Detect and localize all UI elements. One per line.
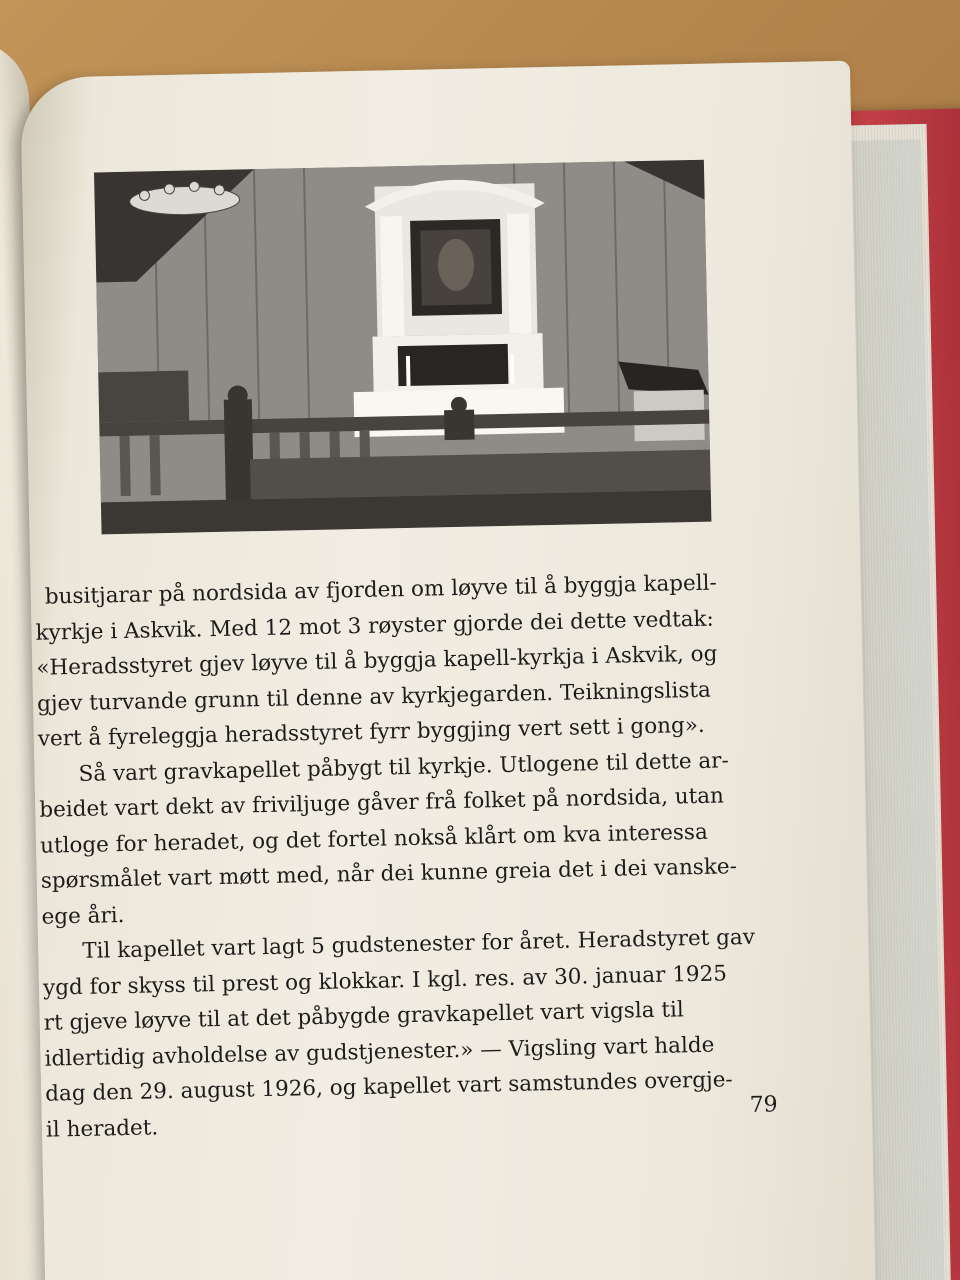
text-line: busitjarar på nordsida av fjorden om løyve til å byggja kapell- [44, 570, 718, 610]
text-line: il heradet. [45, 1114, 159, 1143]
text-line: Så vart gravkapellet påbygt til kyrkje. Utlogene til dette ar- [78, 747, 729, 787]
text-line: kyrkje i Askvik. Med 12 mot 3 røyster gjorde dei dette vedtak: [35, 606, 715, 646]
text-line: utloge for heradet, og det fortel nokså klårt om kva interessa [39, 819, 709, 859]
page-number: 79 [749, 1092, 778, 1118]
altar-photo-illustration [94, 160, 711, 535]
text-line: idlertidig avholdelse av gudstjenester.» — Vigsling vart halde [44, 1032, 715, 1072]
altar-photograph [94, 160, 711, 535]
text-line: ygd for skyss til prest og klokkar. I kgl. res. av 30. januar 1925 [42, 960, 728, 1001]
text-line: «Heradsstyret gjev løyve til å byggja kapell-kyrkja i Askvik, og [36, 641, 718, 681]
text-line: vert å fyreleggja heradsstyret fyrr byggjing vert sett i gong». [37, 712, 705, 752]
text-line: beidet vart dekt av friviljuge gåver frå folket på nordsida, utan [39, 783, 725, 823]
text-line: rt gjeve løyve til at det påbygde gravkapellet vart vigsla til [43, 997, 684, 1036]
text-line: ege åri. [41, 902, 125, 930]
text-line: gjev turvande grunn til denne av kyrkjegarden. Teikningslista [36, 677, 712, 717]
text-line: Til kapellet vart lagt 5 gudstenester for året. Heradstyret gav [82, 924, 756, 964]
book-page [20, 61, 876, 1280]
body-text [35, 564, 807, 1148]
text-line: spørsmålet vart møtt med, når dei kunne greia det i dei vanske- [40, 854, 738, 894]
text-line: dag den 29. august 1926, og kapellet vart samstundes overgje- [45, 1067, 733, 1107]
